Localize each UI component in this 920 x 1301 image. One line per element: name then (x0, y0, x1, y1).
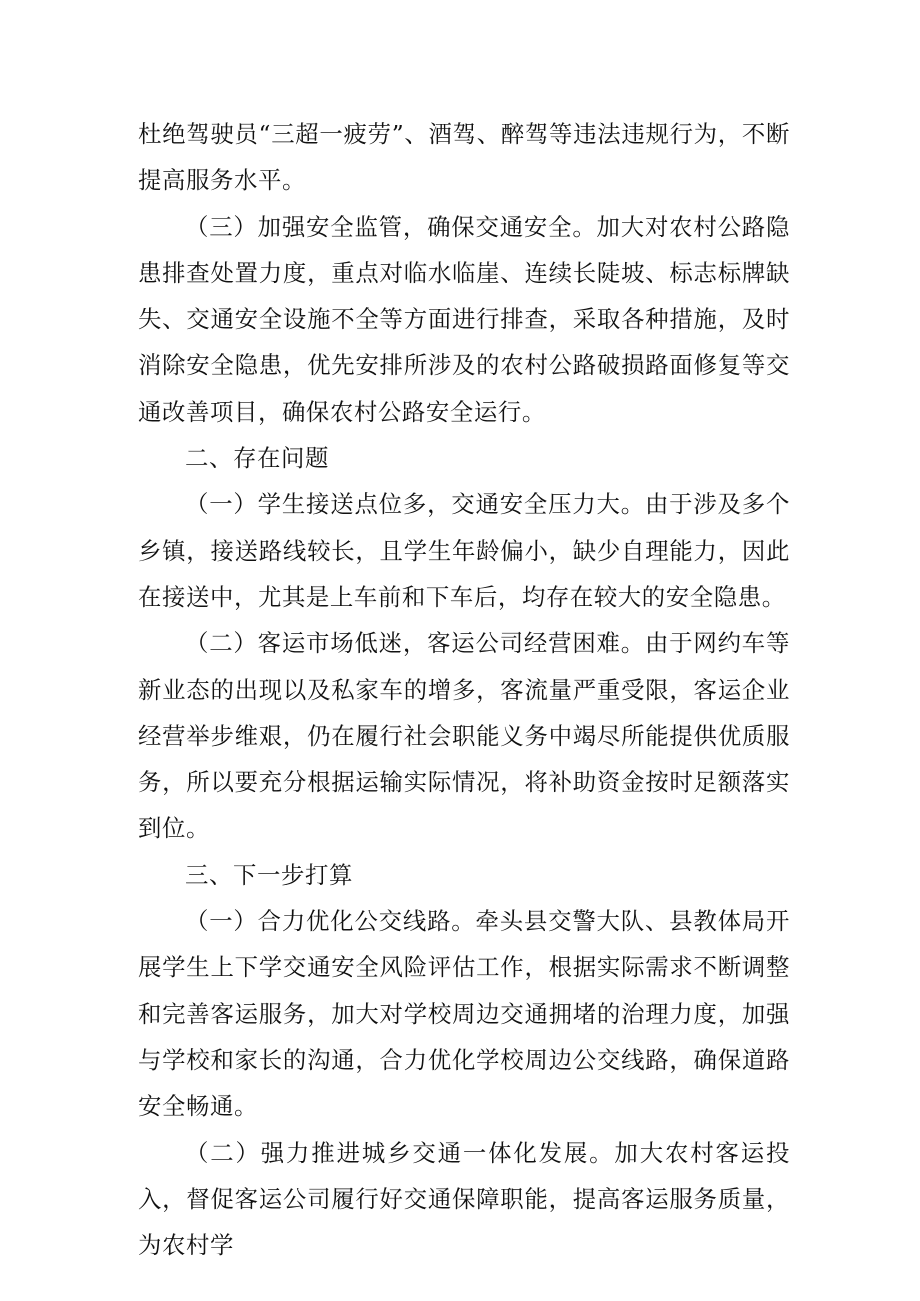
paragraph-urban-rural-integration: （二）强力推进城乡交通一体化发展。加大农村客运投入，督促客运公司履行好交通保障职能，提高客运服务质量，为农村学 (138, 1138, 790, 1260)
paragraph-optimize-bus-routes: （一）合力优化公交线路。牵头县交警大队、县教体局开展学生上下学交通安全风险评估工作，根据实际需求不断调整和完善客运服务，加大对学校周边交通拥堵的治理力度，加强与学校和家长的沟通，合力优化学校周边公交线路，确保道路安全畅通。 (138, 907, 790, 1121)
document-body (138, 111, 790, 1268)
section-heading-problems: 二、存在问题 (185, 444, 329, 473)
paragraph-student-pickup: （一）学生接送点位多，交通安全压力大。由于涉及多个乡镇，接送路线较长，且学生年龄偏小，缺少自理能力，因此在接送中，尤其是上车前和下车后，均存在较大的安全隐患。 (138, 490, 790, 611)
section-heading-next-steps: 三、下一步打算 (185, 860, 353, 889)
paragraph-continuation: 杜绝驾驶员“三超一疲劳”、酒驾、醉驾等违法违规行为，不断提高服务水平。 (138, 120, 790, 195)
paragraph-passenger-market: （二）客运市场低迷，客运公司经营困难。由于网约车等新业态的出现以及私家车的增多，客流量严重受限，客运企业经营举步维艰，仍在履行社会职能义务中竭尽所能提供优质服务，所以要充分根据运输实际情况，将补助资金按时足额落实到位。 (138, 629, 790, 843)
paragraph-safety-supervision: （三）加强安全监管，确保交通安全。加大对农村公路隐患排查处置力度，重点对临水临崖、连续长陡坡、标志标牌缺失、交通安全设施不全等方面进行排查，采取各种措施，及时消除安全隐患，优先安排所涉及的农村公路破损路面修复等交通改善项目，确保农村公路安全运行。 (138, 212, 790, 426)
